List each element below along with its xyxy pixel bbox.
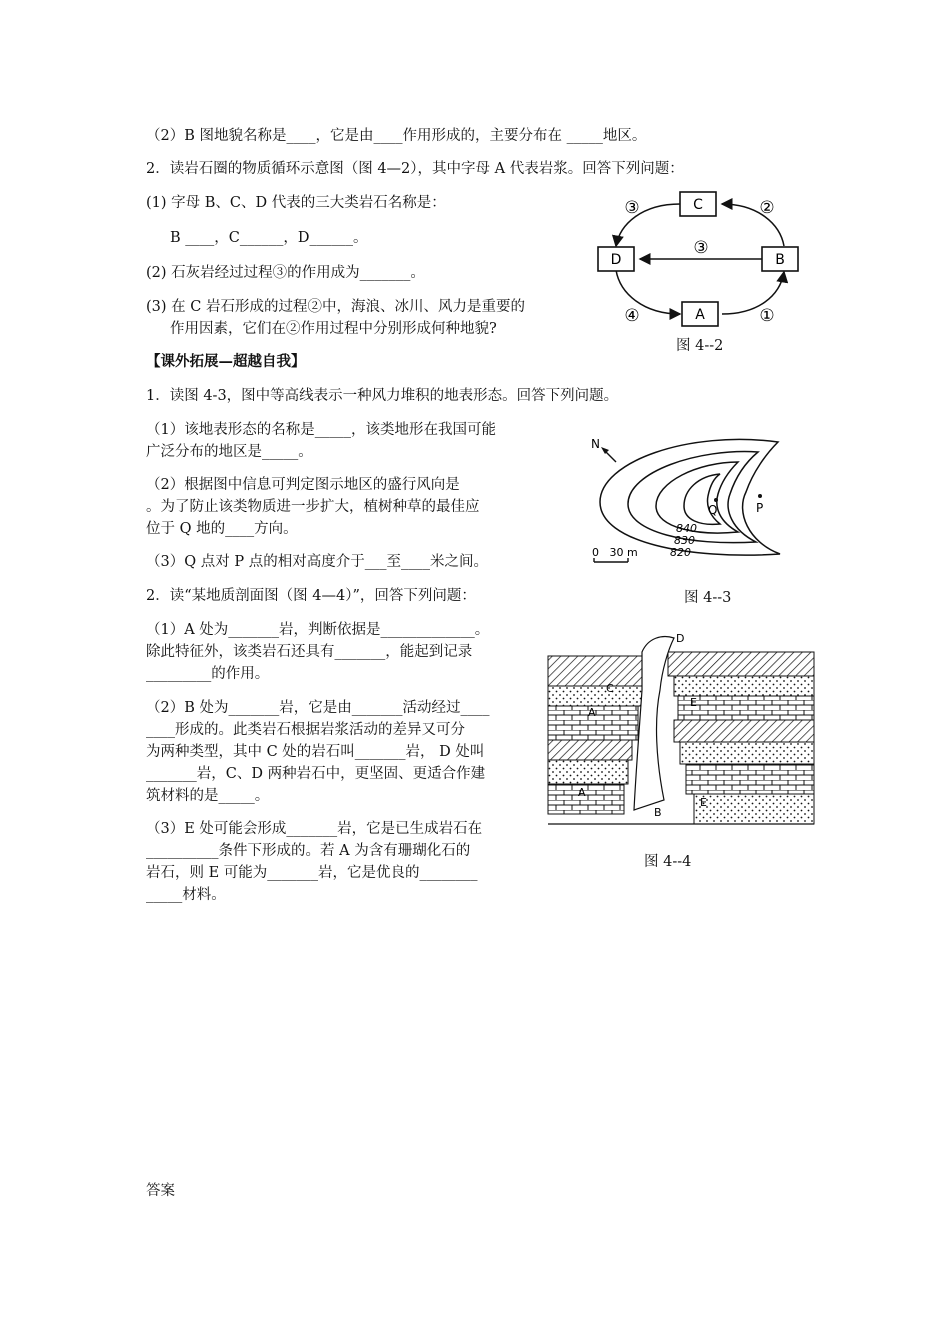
question-2-intro: 2．读岩石圈的物质循环示意图（图 4—2），其中字母 A 代表岩浆。回答下列问题： [146, 161, 684, 177]
extension-2-part-2-line-1: （2）B 处为_______岩，它是由_______活动经过____ [146, 700, 490, 716]
extension-2-part-3-line-2: __________条件下形成的。若 A 为含有珊瑚化石的 [146, 843, 471, 859]
contour-840-label: 840 [676, 522, 697, 535]
extension-2-part-3-line-4: _____材料。 [146, 887, 226, 903]
figure-4-3-caption: 图 4--3 [684, 590, 732, 606]
extension-2-part-1-line-3: _________的作用。 [146, 666, 270, 682]
extension-2-part-2-line-5: 筑材料的是_____。 [146, 788, 270, 804]
extension-1-part-1-line-2: 广泛分布的地区是_____。 [146, 444, 313, 460]
scale-label: 0 30 m [592, 546, 638, 559]
label-a-lower: A [578, 786, 586, 799]
process-3-middle: ③ [693, 238, 709, 258]
question-2-part-2: (2) 石灰岩经过过程③的作用成为_______。 [146, 265, 425, 281]
section-heading: 【课外拓展—超越自我】 [146, 353, 306, 370]
label-e-lower: E [700, 796, 707, 809]
box-a-label: A [695, 307, 705, 323]
process-3-top-left: ③ [624, 198, 640, 218]
box-c-label: C [693, 197, 703, 213]
point-q-label: Q [708, 503, 718, 517]
question-2-part-3-line-2: 作用因素，它们在②作用过程中分别形成何种地貌? [170, 321, 497, 337]
label-d: D [676, 632, 685, 645]
extension-2-part-2-line-2: ____形成的。此类岩石根据岩浆活动的差异又可分 [146, 722, 465, 738]
figure-4-2-caption: 图 4--2 [676, 338, 724, 354]
process-2: ② [759, 198, 775, 218]
extension-1-part-3: （3）Q 点对 P 点的相对高度介于___至____米之间。 [146, 554, 488, 570]
extension-2-intro: 2．读“某地质剖面图（图 4—4）”，回答下列问题： [146, 588, 476, 604]
contour-820-label: 820 [670, 546, 691, 559]
question-2-part-3-line-1: (3) 在 C 岩石形成的过程②中，海浪、冰川、风力是重要的 [146, 299, 525, 315]
dune-contour-map [588, 432, 808, 572]
answer-heading: 答案 [146, 1183, 175, 1199]
process-1: ① [759, 306, 775, 326]
question-2-b-landform: （2）B 图地貌名称是____，它是由____作用形成的，主要分布在 _____地区。 [146, 128, 647, 144]
figure-4-4-caption: 图 4--4 [644, 854, 692, 870]
rock-cycle-diagram [592, 184, 814, 332]
label-e-upper: E [690, 696, 697, 709]
extension-1-intro: 1．读图 4-3，图中等高线表示一种风力堆积的地表形态。回答下列问题。 [146, 388, 619, 404]
question-2-part-1-blanks: B ____，C______，D______。 [170, 230, 368, 246]
label-b: B [654, 806, 662, 819]
contour-830-label: 830 [674, 534, 695, 547]
extension-2-part-2-line-3: 为两种类型，其中 C 处的岩石叫_______岩， D 处叫 [146, 744, 485, 760]
extension-1-part-2-line-1: （2）根据图中信息可判定图示地区的盛行风向是 [146, 477, 460, 493]
geological-cross-section [544, 630, 818, 830]
label-a-upper: A [588, 706, 596, 719]
north-arrow-label: N [591, 437, 600, 451]
process-4: ④ [624, 306, 640, 326]
extension-2-part-2-line-4: _______岩，C、D 两种岩石中，更坚固、更适合作建 [146, 766, 486, 782]
extension-1-part-2-line-3: 位于 Q 地的____方向。 [146, 521, 298, 537]
extension-2-part-3-line-1: （3）E 处可能会形成_______岩，它是已生成岩石在 [146, 821, 483, 837]
point-p-label: P [756, 501, 764, 515]
box-b-label: B [775, 252, 785, 268]
extension-2-part-1-line-1: （1）A 处为_______岩，判断依据是_____________。 [146, 622, 490, 638]
box-d-label: D [610, 252, 622, 268]
extension-1-part-2-line-2: 。为了防止该类物质进一步扩大，植树种草的最佳应 [146, 499, 480, 515]
label-c: C [606, 682, 614, 695]
extension-2-part-1-line-2: 除此特征外，该类岩石还具有_______，能起到记录 [146, 644, 473, 660]
question-2-part-1: (1) 字母 B、C、D 代表的三大类岩石名称是： [146, 195, 446, 211]
extension-2-part-3-line-3: 岩石，则 E 可能为_______岩，它是优良的________ [146, 865, 478, 881]
extension-1-part-1-line-1: （1）该地表形态的名称是_____，该类地形在我国可能 [146, 422, 496, 438]
